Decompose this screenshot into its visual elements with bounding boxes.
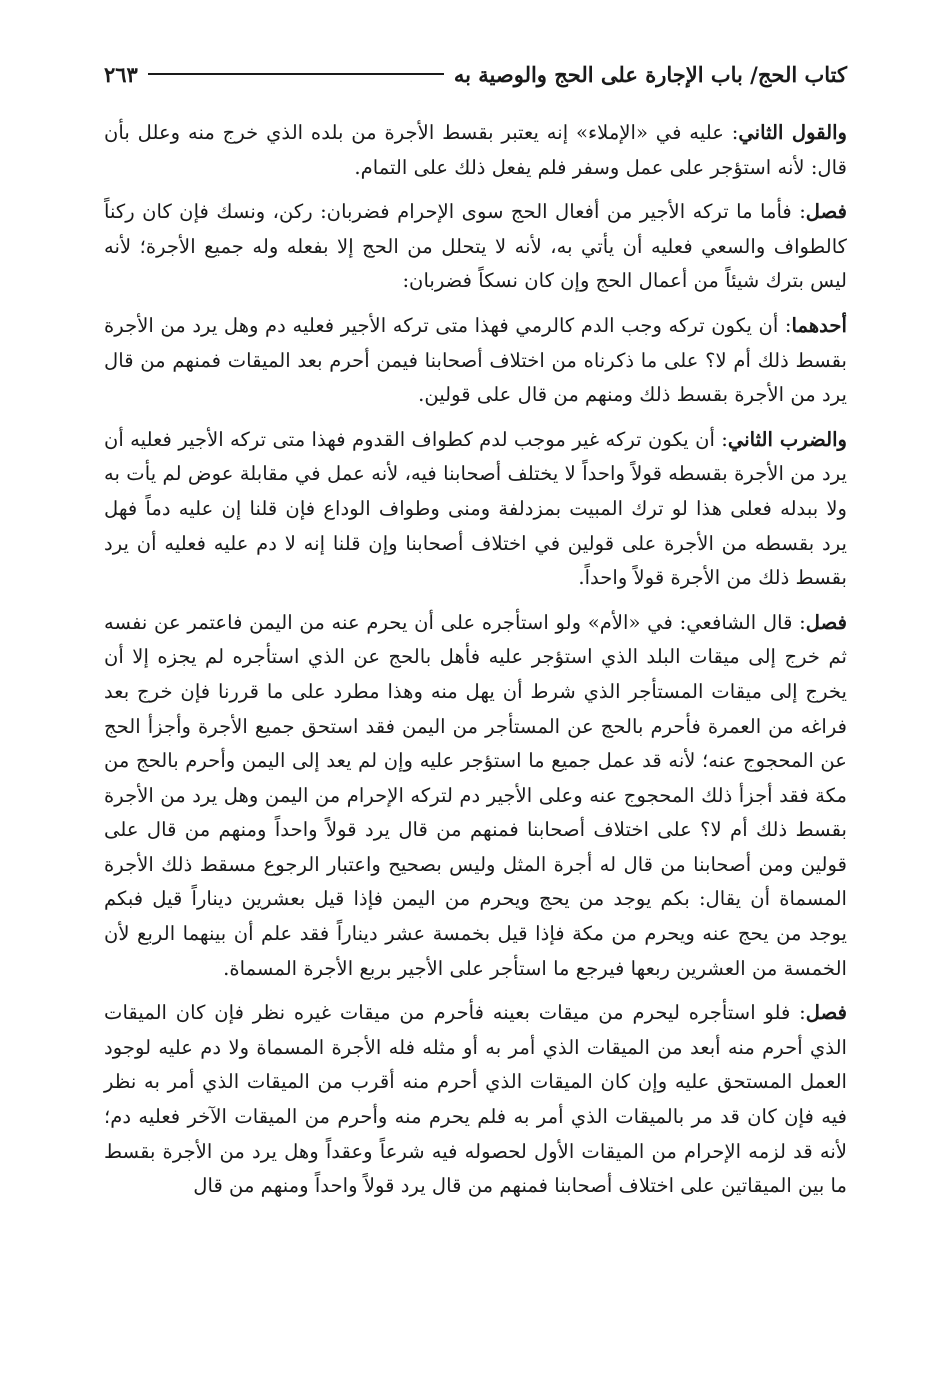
paragraph-text: : أن يكون تركه وجب الدم كالرمي فهذا متى تركه الأجير فعليه دم وهل يرد من الأجرة بقسط ذلك أم لا؟ على ما ذكرناه من اختلاف أصحابنا فيمن أحرم بعد الميقات فمنهم من قال يرد من الأجرة بقسط ذلك ومنهم من قال على قولين. [104, 313, 847, 407]
paragraph-second-type [104, 423, 847, 596]
paragraph-section-omitted-acts [104, 195, 847, 299]
paragraph-label: فصل [805, 200, 847, 224]
paragraph-label: أحدهما [791, 313, 847, 337]
paragraph-label: والقول الثاني [738, 121, 847, 144]
paragraph-section-miqat [104, 996, 847, 1204]
paragraph-text: : فلو استأجره ليحرم من ميقات بعينه فأحرم من ميقات غيره نظر فإن كان الميقات الذي أحرم منه أبعد من الميقات الذي أمر به أو مثله فله الأجرة المسماة ولا دم عليه لوجود العمل المستحق عليه وإن كان الميقات الذي أحرم منه أقرب من الميقات الذي أمر به نظر فيه فإن كان قد مر بالميقات الذي أمر به فلم يحرم منه وأحرم من الميقات الآخر فعليه دم؛ لأنه قد لزمه الإحرام من الميقات الأول لحصوله فيه شرعاً وعقداً وهل يرد من الأجرة بقسط ما بين الميقاتين على اختلاف أصحابنا فمنهم من قال يرد قولاً واحداً ومنهم من قال [104, 1001, 847, 1198]
paragraph-text: : فأما ما تركه الأجير من أفعال الحج سوى الإحرام فضربان: ركن، ونسك فإن كان ركناً كالطواف والسعي فعليه أن يأتي به، لأنه لا يتحلل من الحج إلا بفعله وله جميع الأجرة؛ لأنه ليس بترك شيئاً من أعمال الحج وإن كان نسكاً فضربان: [104, 200, 847, 293]
running-header [104, 56, 847, 92]
page-number: ٢٦٣ [104, 61, 138, 87]
header-rule [148, 73, 444, 75]
paragraph-section-shafii [104, 606, 847, 987]
body-text [104, 116, 847, 1214]
paragraph-label: فصل [805, 610, 847, 634]
paragraph-text: : عليه في «الإملاء» إنه يعتبر بقسط الأجرة من بلده الذي خرج منه وعلل بأن قال: لأنه استؤجر على عمل وسفر فلم يفعل ذلك على التمام. [104, 121, 847, 179]
book-chapter-title: كتاب الحج/ باب الإجارة على الحج والوصية به [453, 61, 847, 87]
paragraph-first-type [104, 309, 847, 413]
paragraph-text: : قال الشافعي: في «الأم» ولو استأجره على أن يحرم عنه من اليمن فاعتمر عن نفسه ثم خرج إلى ميقات البلد الذي استؤجر عليه فأهل بالحج عن الذي استأجره لم يجزه إلا أن يخرج إلى ميقات المستأجر الذي شرط أن يهل منه وهذا مطرد على ما قررنا فإن خرج بعد فراغه من العمرة فأحرم بالحج عن المستأجر من اليمن فقد استحق جميع الأجرة وأجزأ الحج عن المحجوج عنه؛ لأنه قد عمل جميع ما استؤجر عليه وإن لم يعد إلى اليمن وأحرم بالحج من مكة فقد أجزأ ذلك المحجوج عنه وعلى الأجير دم لتركه الإحرام من اليمن وهل يرد من الأجرة بقسط ذلك أم لا؟ على اختلاف أصحابنا فمنهم من قال يرد قولاً واحداً ومنهم من قال على قولين ومن أصحابنا من قال له أجرة المثل وليس بصحيح واعتبار الرجوع مسقط ذلك الأجرة المسماة أن يقال: بكم يوجد من يحج ويحرم من اليمن فإذا قيل بعشرين ديناراً قيل فبكم يوجد من يحج عنه ويحرم من مكة فإذا قيل بخمسة عشر ديناراً فقد علم أن بينهما الربع لأن الخمسة من العشرين ربعها فيرجع ما استأجر على الأجير بربع الأجرة المسماة. [104, 610, 847, 980]
paragraph-label: والضرب الثاني [727, 427, 847, 451]
paragraph-text: : أن يكون تركه غير موجب لدم كطواف القدوم فهذا متى تركه الأجير فعليه أن يرد من الأجرة بقسطه قولاً واحداً لا يختلف أصحابنا فيه، لأنه عمل في مقابلة عوض لم يأت به ولا ببدله فعلى هذا لو ترك المبيت بمزدلفة ومنى وطواف الوداع فإن قلنا إن عليه دماً فهل يرد بقسطه من الأجرة على قولين في اختلاف أصحابنا وإن قلنا إنه لا دم عليه فعليه أن يرد بقسط ذلك من الأجرة قولاً واحداً. [104, 427, 847, 590]
paragraph-second-opinion [104, 116, 847, 185]
paragraph-label: فصل [805, 1001, 847, 1025]
